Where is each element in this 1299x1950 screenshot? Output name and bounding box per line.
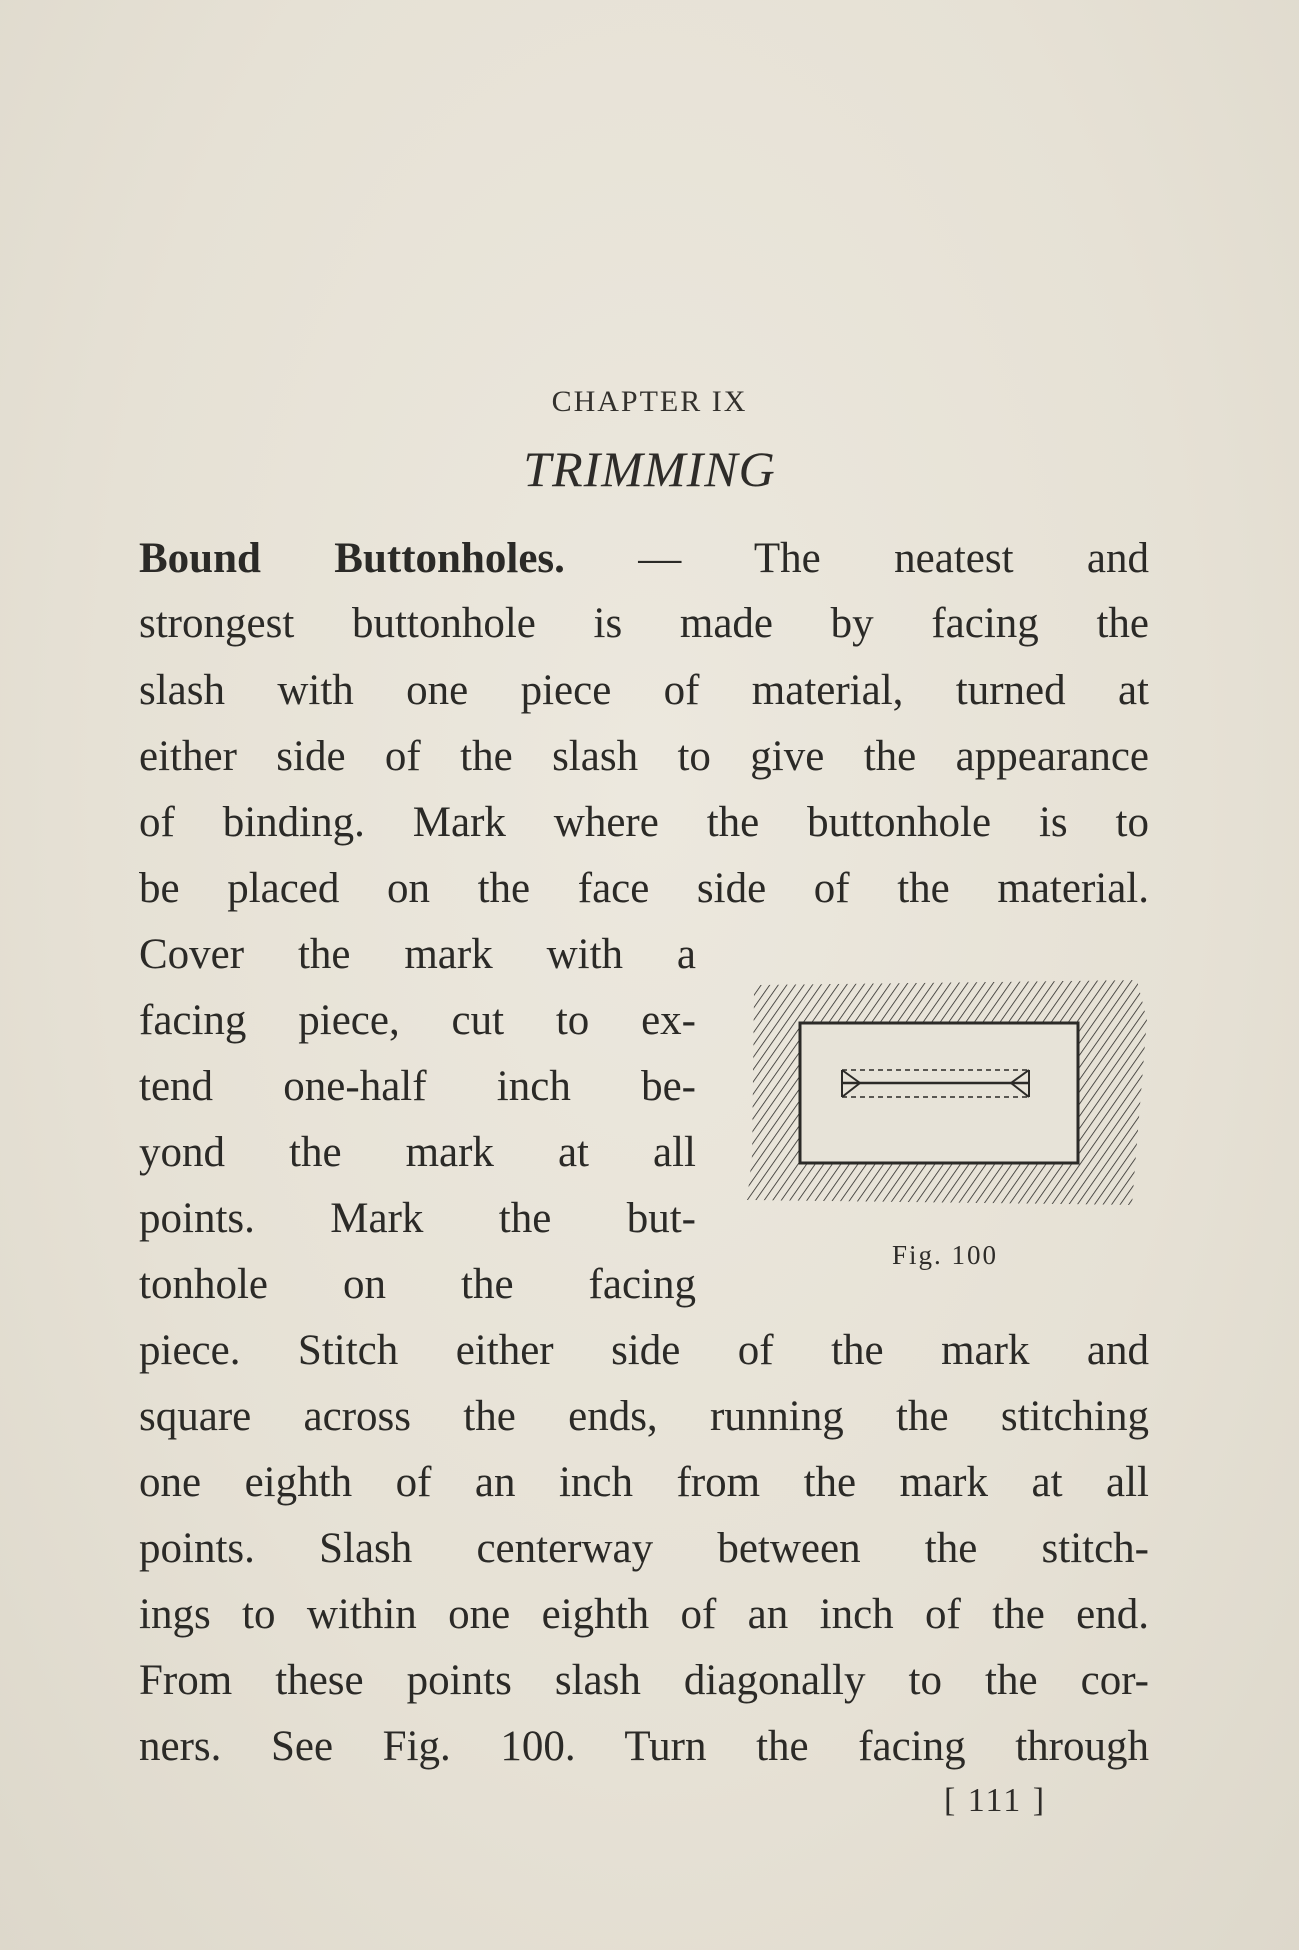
text-line: strongest buttonhole is made by facing the bbox=[139, 600, 1149, 647]
text-line: yond the mark at all bbox=[139, 1129, 696, 1176]
text-line: facing piece, cut to ex- bbox=[139, 997, 696, 1044]
text-line-1-rest: — The neatest and bbox=[638, 535, 1150, 582]
text-line: From these points slash diagonally to the cor- bbox=[139, 1657, 1149, 1704]
figure-caption: Fig. 100 bbox=[891, 1240, 999, 1270]
text-line-1 bbox=[139, 533, 1149, 585]
text-line: points. Mark the but- bbox=[139, 1195, 696, 1242]
bound-buttonhole-diagram-icon bbox=[742, 975, 1152, 1220]
text-line: ings to within one eighth of an inch of the end. bbox=[139, 1591, 1149, 1638]
text-line: piece. Stitch either side of the mark and bbox=[139, 1327, 1149, 1374]
text-line: ners. See Fig. 100. Turn the facing through bbox=[139, 1723, 1149, 1770]
page-number: [ 111 ] bbox=[943, 1782, 1047, 1819]
text-line: of binding. Mark where the buttonhole is to bbox=[139, 799, 1149, 846]
text-line: either side of the slash to give the appearance bbox=[139, 733, 1149, 780]
chapter-title: TRIMMING bbox=[523, 441, 776, 497]
chapter-label: CHAPTER IX bbox=[551, 385, 748, 418]
text-line: be placed on the face side of the material. bbox=[139, 865, 1149, 912]
text-line: square across the ends, running the stitching bbox=[139, 1393, 1149, 1440]
text-line: tend one-half inch be- bbox=[139, 1063, 696, 1110]
text-line: one eighth of an inch from the mark at all bbox=[139, 1459, 1149, 1506]
section-heading: Bound Buttonholes. bbox=[139, 535, 565, 582]
text-line: slash with one piece of material, turned at bbox=[139, 667, 1149, 714]
text-line: points. Slash centerway between the stitch- bbox=[139, 1525, 1149, 1572]
text-line: tonhole on the facing bbox=[139, 1261, 696, 1308]
text-line: Cover the mark with a bbox=[139, 931, 696, 978]
